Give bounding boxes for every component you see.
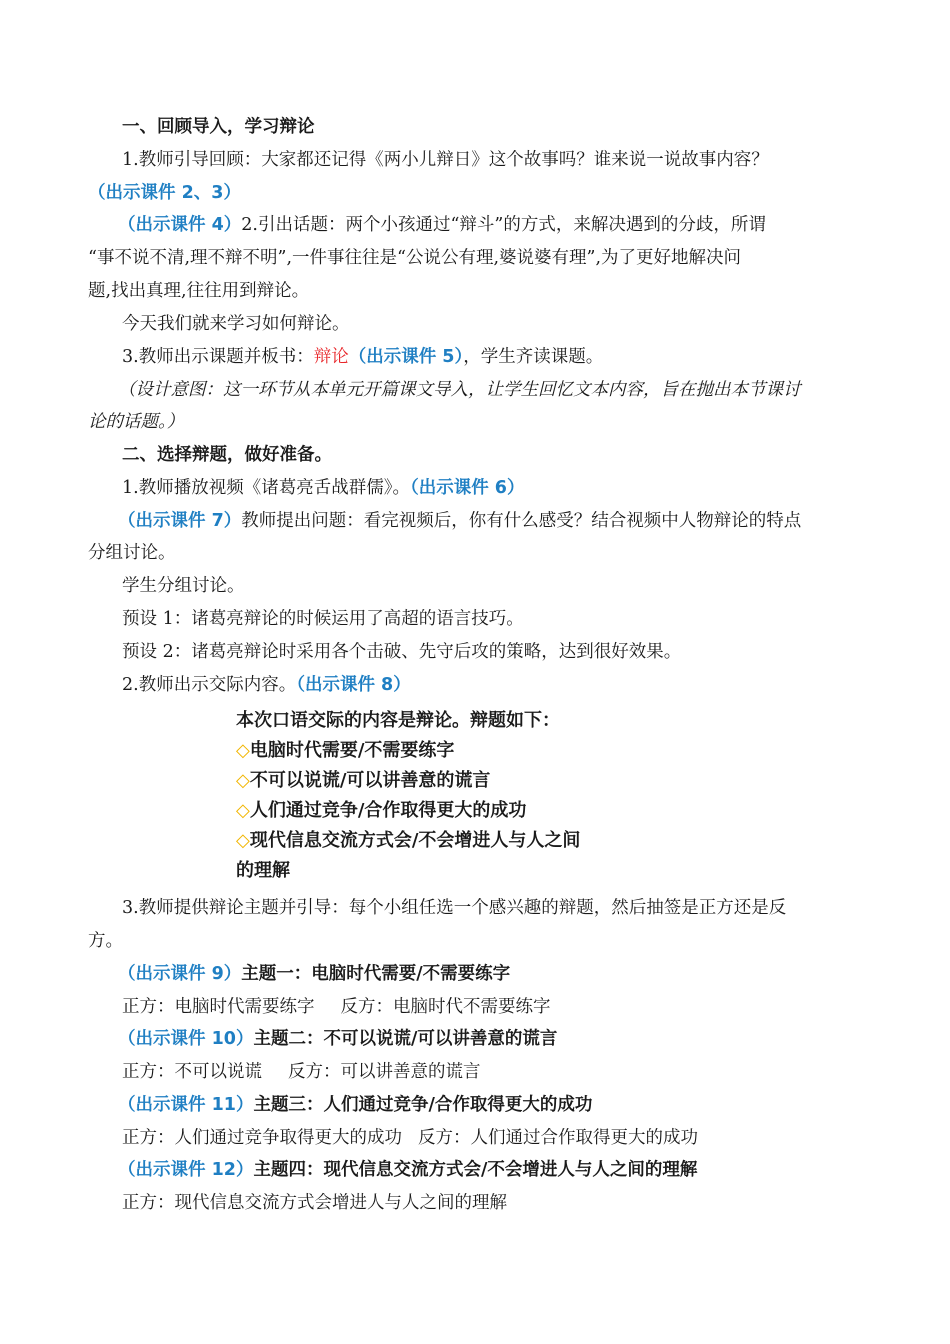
topic-heading: （出示课件 9）主题一：电脑时代需要/不需要练字 <box>118 964 511 984</box>
slide-item-continuation: 的理解 <box>236 860 290 881</box>
section1-paragraph2-line2: “事不说不清,理不辩不明”,一件事往往是“公说公有理,婆说婆有理”,为了更好地解决问 <box>88 248 742 268</box>
pro-position: 正方：电脑时代需要练字 <box>122 997 315 1017</box>
section1-paragraph3: 今天我们就来学习如何辩论。 <box>122 314 350 334</box>
topic-heading: （出示课件 10）主题二：不可以说谎/可以讲善意的谎言 <box>118 1029 558 1049</box>
diamond-bullet-icon: ◇ <box>236 740 250 761</box>
con-position: 反方：电脑时代不需要练字 <box>340 997 551 1017</box>
courseware-tag: （出示课件 8） <box>296 675 411 695</box>
topic-heading: （出示课件 12）主题四：现代信息交流方式会/不会增进人与人之间的理解 <box>118 1160 698 1180</box>
section2-paragraph4: 2.教师出示交际内容。（出示课件 8） <box>122 675 411 695</box>
courseware-tag: （出示课件 12） <box>118 1160 254 1180</box>
pro-position: 正方：现代信息交流方式会增进人与人之间的理解 <box>122 1193 507 1213</box>
pro-position: 正方：不可以说谎 <box>122 1062 262 1082</box>
section1-paragraph2-line1: （出示课件 4）2.引出话题：两个小孩通过“辩斗”的方式，来解决遇到的分歧，所谓 <box>118 215 766 235</box>
pro-position: 正方：人们通过竞争取得更大的成功 <box>122 1128 402 1148</box>
design-intent-line1: （设计意图：这一环节从本单元开篇课文导入，让学生回忆文本内容，旨在抛出本节课讨 <box>118 380 801 400</box>
courseware-tag: （出示课件 6） <box>409 478 525 498</box>
slide-item: ◇电脑时代需要/不需要练字 <box>236 740 455 761</box>
topic-positions <box>122 994 551 1020</box>
topic-heading: （出示课件 11）主题三：人们通过竞争/合作取得更大的成功 <box>118 1095 593 1115</box>
section1-paragraph2-line3: 题,找出真理,往往用到辩论。 <box>88 281 310 301</box>
slide-item: ◇不可以说谎/可以讲善意的谎言 <box>236 770 491 791</box>
preset-1: 预设 1：诸葛亮辩论的时候运用了高超的语言技巧。 <box>122 609 524 629</box>
diamond-bullet-icon: ◇ <box>236 800 250 821</box>
section2-paragraph2-line1: （出示课件 7）教师提出问题：看完视频后，你有什么感受？结合视频中人物辩论的特点 <box>118 511 802 531</box>
section2-paragraph2-line2: 分组讨论。 <box>88 543 176 563</box>
courseware-tag: （出示课件 2、3） <box>88 183 241 203</box>
diamond-bullet-icon: ◇ <box>236 770 250 791</box>
section2-heading: 二、选择辩题，做好准备。 <box>122 445 332 465</box>
courseware-tag: （出示课件 7） <box>118 511 242 531</box>
preset-2: 预设 2：诸葛亮辩论时采用各个击破、先守后攻的策略，达到很好效果。 <box>122 642 682 662</box>
section2-paragraph3: 学生分组讨论。 <box>122 576 245 596</box>
slide-title: 本次口语交际的内容是辩论。辩题如下： <box>236 710 560 731</box>
diamond-bullet-icon: ◇ <box>236 830 250 851</box>
design-intent-line2: 论的话题。） <box>88 412 185 432</box>
lesson-title-red: 辩论 <box>313 347 349 367</box>
slide-item: ◇现代信息交流方式会/不会增进人与人之间 <box>236 830 581 851</box>
courseware-tag: （出示课件 10） <box>118 1029 254 1049</box>
section3-paragraph-line2: 方。 <box>88 931 123 951</box>
topic-positions <box>122 1125 698 1151</box>
con-position: 反方：可以讲善意的谎言 <box>288 1062 481 1082</box>
courseware-tag: （出示课件 5） <box>348 347 464 367</box>
section2-paragraph1: 1.教师播放视频《诸葛亮舌战群儒》。（出示课件 6） <box>122 478 525 498</box>
section1-paragraph1: 1.教师引导回顾：大家都还记得《两小儿辩日》这个故事吗？谁来说一说故事内容？ <box>122 150 769 170</box>
section3-paragraph-line1: 3.教师提供辩论主题并引导：每个小组任选一个感兴趣的辩题，然后抽签是正方还是反 <box>122 898 787 918</box>
section1-paragraph4: 3.教师出示课题并板书：辩论（出示课件 5），学生齐读课题。 <box>122 347 604 367</box>
topic-positions <box>122 1190 507 1216</box>
con-position: 反方：人们通过合作取得更大的成功 <box>418 1128 698 1148</box>
section1-heading: 一、回顾导入，学习辩论 <box>122 117 315 137</box>
slide-item: ◇人们通过竞争/合作取得更大的成功 <box>236 800 527 821</box>
courseware-tag: （出示课件 9） <box>118 964 242 984</box>
courseware-tag: （出示课件 4） <box>118 215 242 235</box>
courseware-tag: （出示课件 11） <box>118 1095 254 1115</box>
topic-positions <box>122 1059 481 1085</box>
